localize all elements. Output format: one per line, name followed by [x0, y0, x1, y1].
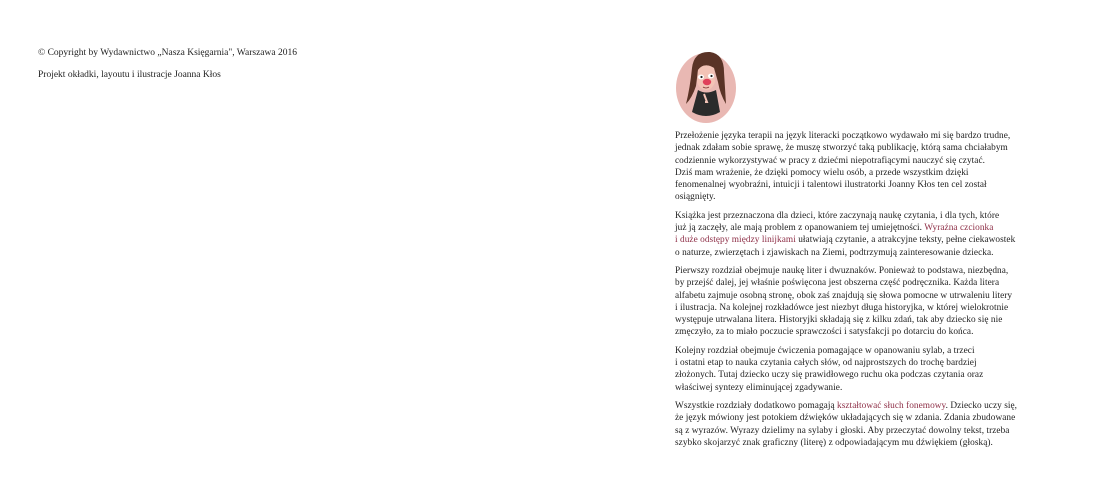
text-line: Dziś mam wrażenie, że dzięki pomocy wielu osób, a przede wszystkim dzięki — [675, 167, 969, 178]
paragraph-4 — [675, 345, 1055, 394]
paragraph-5 — [675, 400, 1055, 449]
text-line: fenomenalnej wyobraźni, intuicji i talentowi ilustratorki Joanny Kłos ten cel został — [675, 180, 987, 191]
highlighted-text: Wyraźna czcionka — [924, 223, 994, 234]
text-segment: Wszystkie rozdziały dodatkowo pomagają — [675, 400, 838, 411]
text-line: są z wyrazów. Wyrazy dzielimy na sylaby i głoski. Aby przeczytać dowolny tekst, trzeba — [675, 425, 1010, 436]
text-line: o naturze, zwierzętach i zjawiskach na Ziemi, podtrzymują zainteresowanie dziecka. — [675, 247, 994, 258]
intro-text — [675, 130, 1055, 455]
text-line: by przejść dalej, jej właśnie poświęcona jest obszerna część podręcznika. Każda litera — [675, 278, 1000, 289]
text-line: szybko skojarzyć znak graficzny (literę) z odpowiadającym mu dźwiękiem (głoską). — [675, 437, 993, 448]
text-line: osiągnięty. — [675, 192, 716, 203]
text-line: alfabetu zajmuje osobną stronę, obok zaś znajdują się słowa pomocne w utrwaleniu litery — [675, 290, 1013, 301]
text-line: właściwej syntezy eliminującej zgadywanie. — [675, 382, 843, 393]
highlighted-text: kształtować słuch fonemowy — [837, 400, 946, 411]
text-line: Książka jest przeznaczona dla dzieci, które zaczynają naukę czytania, i dla tych, które — [675, 210, 1000, 221]
text-line: Pierwszy rozdział obejmuje naukę liter i dwuznaków. Ponieważ to podstawa, niezbędna, — [675, 265, 1009, 276]
text-line: że język mówiony jest potokiem dźwięków układających się w zdania. Zdania zbudowane — [675, 413, 1016, 424]
paragraph-1 — [675, 130, 1055, 204]
text-line — [675, 222, 1055, 234]
text-line: Przełożenie języka terapii na język literacki początkowo wydawało mi się bardzo trudne, — [675, 131, 1011, 141]
text-line — [675, 234, 1055, 246]
text-line: i ostatni etap to nauka czytania całych słów, od najprostszych do trochę bardziej — [675, 358, 977, 369]
highlighted-text: i duże odstępy między linijkami — [675, 235, 796, 246]
copyright-line: © Copyright by Wydawnictwo „Nasza Księgarnia", Warszawa 2016 — [38, 48, 297, 58]
text-segment: . Dziecko uczy się, — [945, 400, 1018, 411]
right-page — [550, 0, 1100, 500]
text-segment: już ją zaczęły, ale mają problem z opanowaniem tej umiejętności. — [675, 223, 925, 234]
text-line: zmęczyło, za to miało poczucie sprawczości i satysfakcji po dotarciu do końca. — [675, 327, 974, 338]
text-line: występuje utrwalana litera. Historyjki składają się z kilku zdań, tak aby dziecko się nie — [675, 315, 1003, 326]
paragraph-2 — [675, 210, 1055, 259]
text-line: Kolejny rozdział obejmuje ćwiczenia pomagające w opanowaniu sylab, a trzeci — [675, 345, 975, 356]
text-line: codziennie wykorzystywać w pracy z dziećmi niepotrafiącymi nauczyć się czytać. — [675, 155, 986, 166]
text-segment: ułatwiają czytanie, a atrakcyjne teksty, pełne ciekawostek — [795, 235, 1016, 246]
credits-line: Projekt okładki, layoutu i ilustracje Joanna Kłos — [38, 70, 221, 80]
paragraph-3 — [675, 265, 1055, 339]
text-line — [675, 400, 1055, 412]
portrait-illustration — [674, 46, 738, 124]
text-line: złożonych. Tutaj dziecko uczy się prawidłowego ruchu oka podczas czytania oraz — [675, 370, 984, 381]
text-line: i ilustracja. Na kolejnej rozkładówce jest niezbyt długa historyjka, w której wielokrotnie — [675, 302, 1009, 313]
text-line: jednak zdałam sobie sprawę, że muszę stworzyć taką publikację, którą sama chciałabym — [675, 143, 1008, 154]
